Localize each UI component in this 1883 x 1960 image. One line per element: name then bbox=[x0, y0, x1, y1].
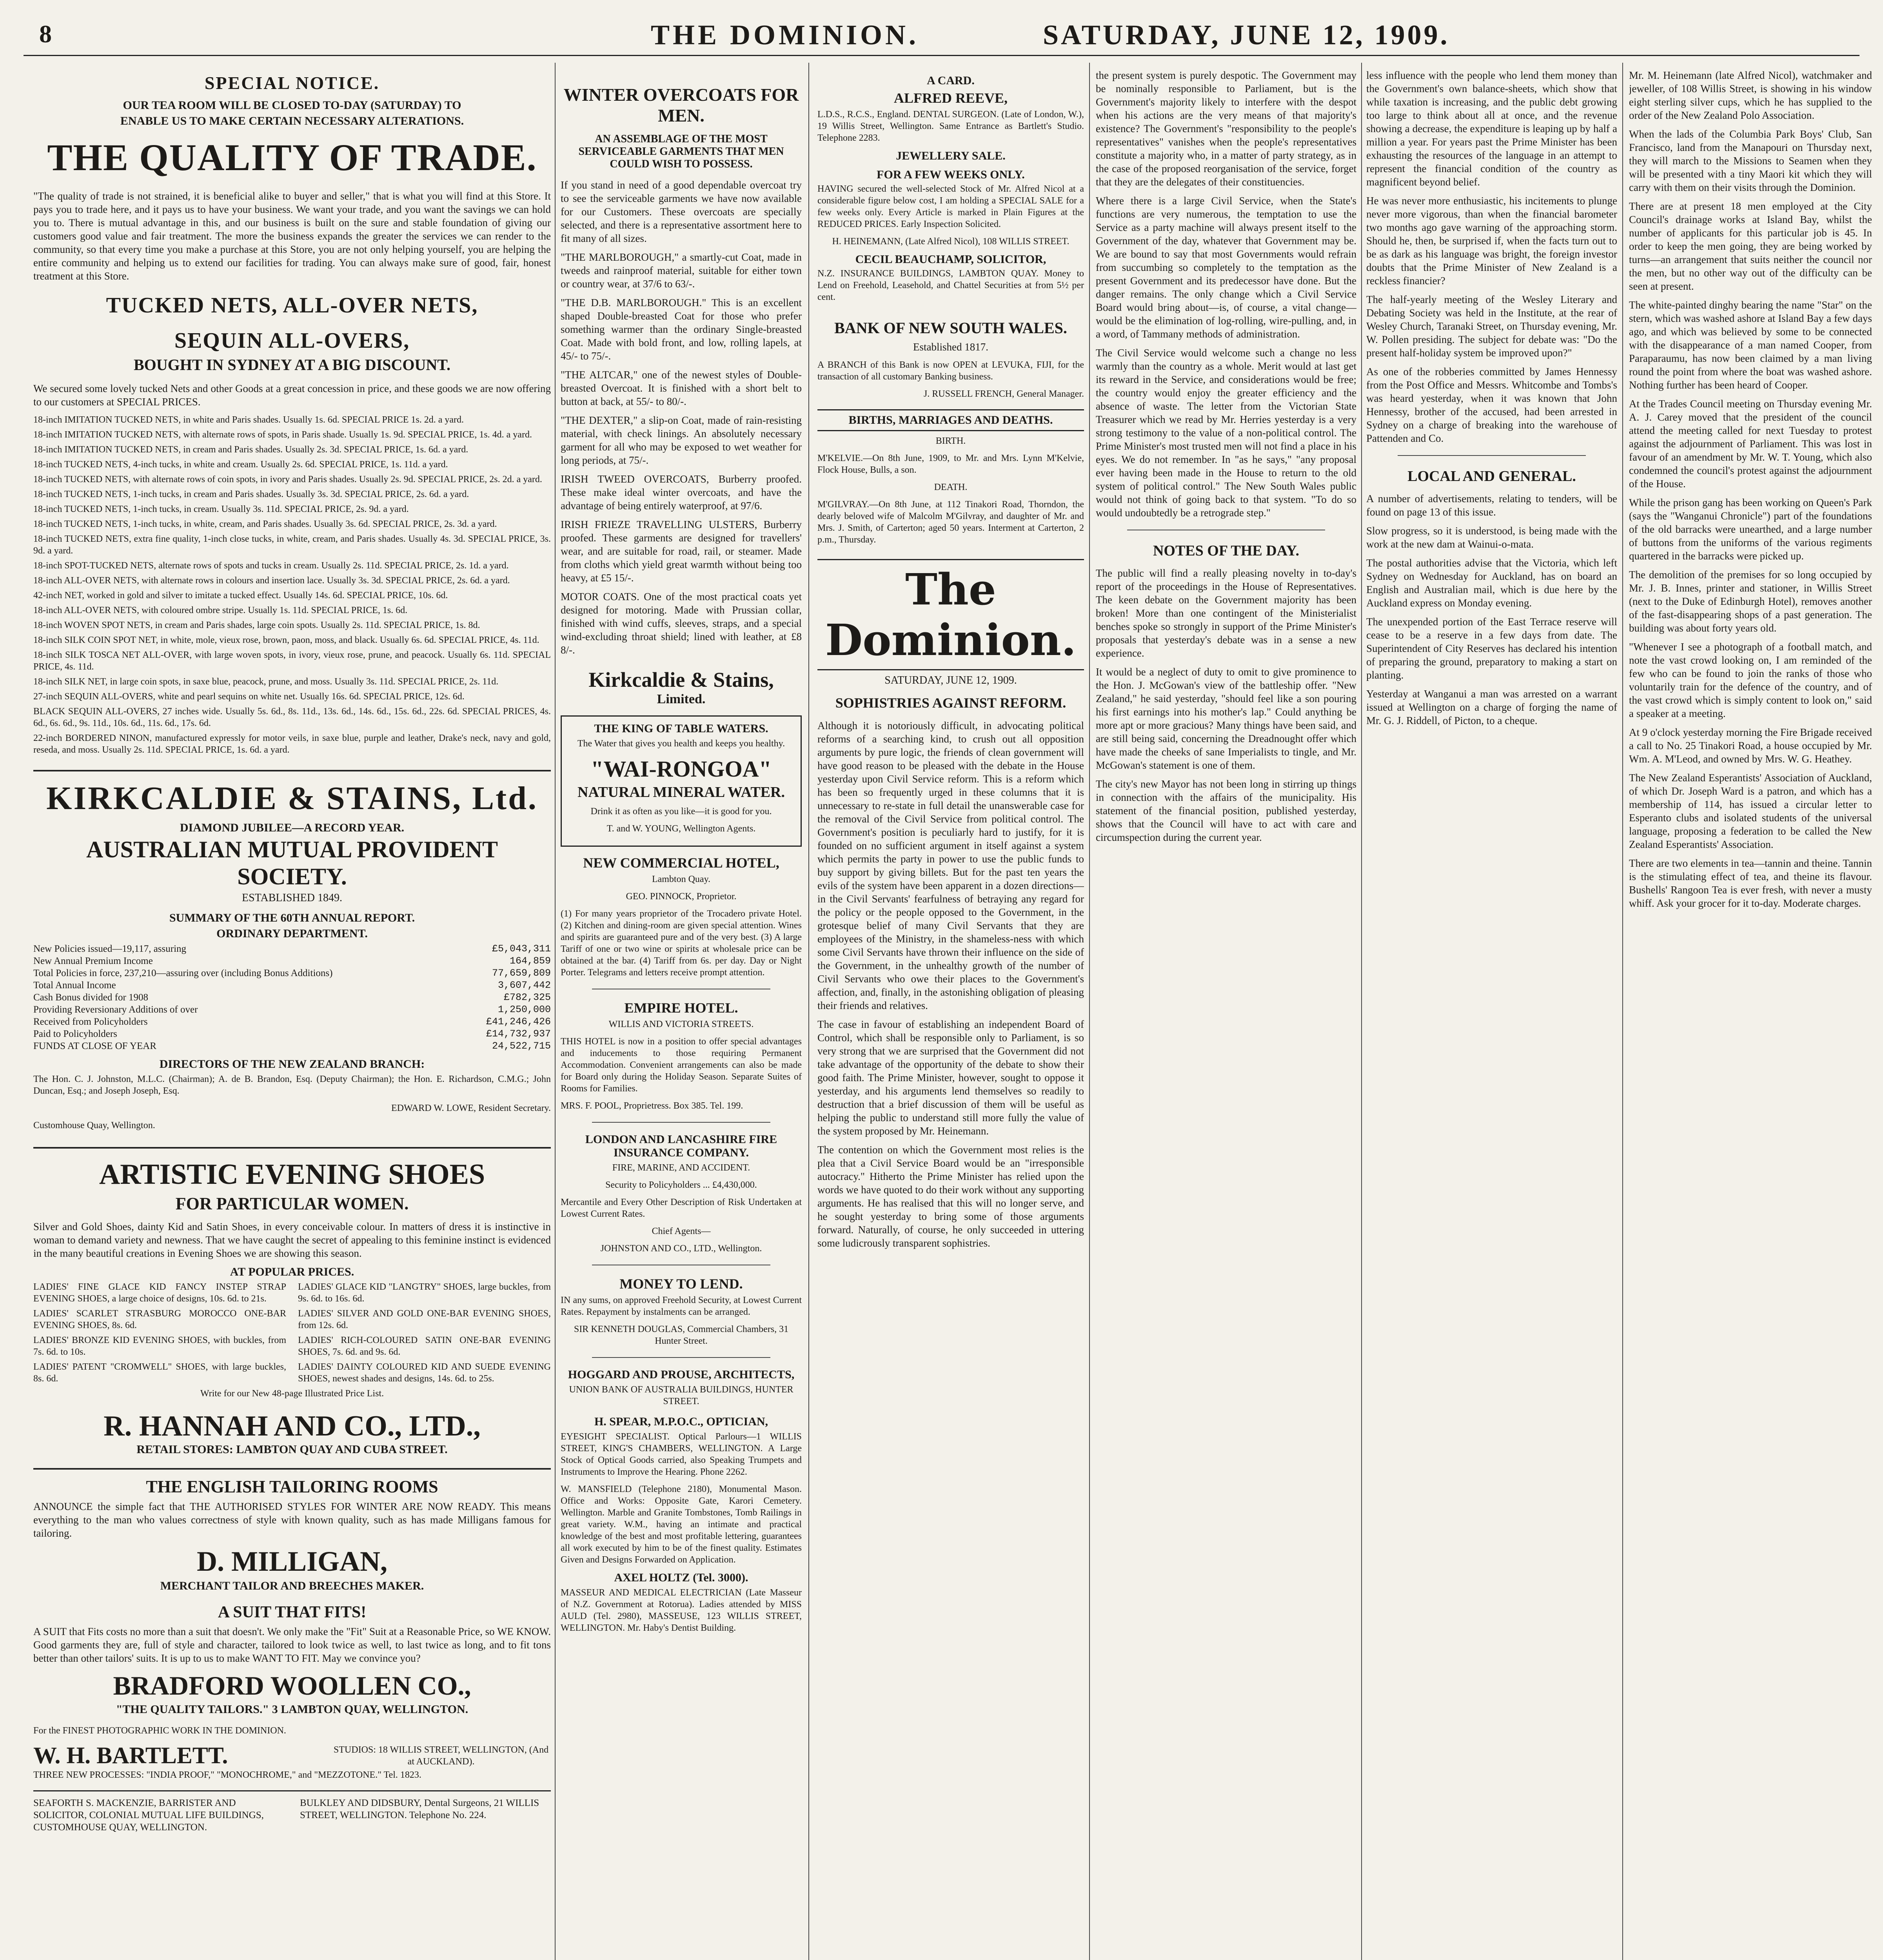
wai-agents: T. and W. YOUNG, Wellington Agents. bbox=[606, 824, 756, 834]
london-text: Mercantile and Every Other Description of Risk Undertaken at Lowest Current Rates. bbox=[561, 1197, 802, 1219]
page-number: 8 bbox=[39, 20, 52, 48]
death-label: DEATH. bbox=[934, 482, 968, 492]
dominion-nameplate: The Dominion. bbox=[817, 559, 1084, 670]
shoe-item: LADIES' PATENT "CROMWELL" SHOES, with large buckles, 8s. 6d. bbox=[33, 1362, 286, 1384]
editorial-paragraph: The Civil Service would welcome such a change no less warmly than the country as a whole. Merit would at last get its reward in the Service, and considerations would be free; the country would enjoy the greater efficiency and the absence of waste. The letter from the Victorian State Treasurer which we read by Mr. Herries yesterday is a very strong testimony to the value of a non-political control. The Prime Minister's most trusted men will not find a place in his eyes. We do not remember. In "as he says," "any proposal ever having been made in the House to return to the old system of political control." The New South Wales public would not think of going back to that system. "To do so would undoubtedly be a retrograde step." bbox=[1096, 347, 1356, 519]
nets-item: 18-inch TUCKED NETS, 4-inch tucks, in white and cream. Usually 2s. 6d. SPECIAL PRICE, 1s. 11d. a yard. bbox=[33, 459, 448, 470]
kirkcaldie-limited: Limited. bbox=[657, 692, 706, 706]
local-paragraph: The unexpended portion of the East Terrace reserve will cease to be a reserve in a few days from date. The Superintendent of City Reserves has declared his intention of preparing the ground, preparatory to making a start on planting. bbox=[1366, 616, 1617, 681]
jewellery-subtitle: FOR A FEW WEEKS ONLY. bbox=[877, 168, 1025, 181]
nets-list bbox=[33, 414, 551, 756]
amp-tagline: DIAMOND JUBILEE—A RECORD YEAR. bbox=[180, 821, 405, 834]
shoe-item: LADIES' SCARLET STRASBURG MOROCCO ONE-BAR EVENING SHOES, 8s. 6d. bbox=[33, 1308, 286, 1330]
local-paragraph: While the prison gang has been working on Queen's Park (says the "Wanganui Chronicle") part of the foundations of the old barracks were unearthed, and a large number of buttons from the uniforms of the various regiments quartered in the barracks were picked up. bbox=[1629, 497, 1872, 562]
birth-label: BIRTH. bbox=[935, 436, 966, 446]
amp-established: ESTABLISHED 1849. bbox=[242, 892, 342, 904]
bank-established: Established 1817. bbox=[913, 341, 988, 353]
hannah-subtitle: RETAIL STORES: LAMBTON QUAY AND CUBA STREET. bbox=[136, 1443, 448, 1456]
amp-stat-row bbox=[33, 1028, 551, 1040]
overcoat-item: "THE MARLBOROUGH," a smartly-cut Coat, made in tweeds and rainproof material, suitable for either town or country wear, at 37/6 to 63/-. bbox=[561, 251, 802, 290]
stat-label: New Policies issued—19,117, assuring bbox=[33, 944, 187, 954]
empire-proprietor: MRS. F. POOL, Proprietress. Box 385. Tel. 199. bbox=[561, 1101, 743, 1111]
shoe-item: LADIES' SILVER AND GOLD ONE-BAR EVENING SHOES, from 12s. 6d. bbox=[298, 1308, 551, 1330]
money-agent: SIR KENNETH DOUGLAS, Commercial Chambers, 31 Hunter Street. bbox=[574, 1324, 789, 1346]
overcoat-item: "THE D.B. MARLBOROUGH." This is an excellent shaped Double-breasted Coat for those who prefer something warmer than the ordinary Single-breasted Coat. Made with bold front, and low, rolling lapels, at 45/- to 75/-. bbox=[561, 297, 802, 362]
quality-of-trade-title: THE QUALITY OF TRADE. bbox=[47, 136, 537, 178]
kirkcaldie-name: Kirkcaldie & Stains, bbox=[588, 668, 774, 691]
nets-item: 18-inch TUCKED NETS, extra fine quality, 1-inch close tucks, in white, cream, and Paris shades. Usually 4s. 3d. SPECIAL PRICE, 3s. 9d. a yard. bbox=[33, 534, 551, 556]
editorial-title: SOPHISTRIES AGAINST REFORM. bbox=[835, 695, 1066, 711]
nets-item: 42-inch NET, worked in gold and silver to imitate a tucked effect. Usually 14s. 6d. SPECIAL PRICE, 10s. 6d. bbox=[33, 590, 448, 601]
column-rule bbox=[1089, 63, 1090, 1960]
divider bbox=[592, 1357, 770, 1358]
local-and-general-title: LOCAL AND GENERAL. bbox=[1407, 468, 1576, 485]
nets-item: 18-inch TUCKED NETS, 1-inch tucks, in cream and Paris shades. Usually 3s. 3d. SPECIAL PRICE, 2s. 6d. a yard. bbox=[33, 489, 469, 499]
overcoat-item: MOTOR COATS. One of the most practical coats yet designed for motoring. Made with Prussian collar, finished with wind cuffs, sleeves, straps, and a special wind-excluding throat shield; lined with leather, at £8 8/-. bbox=[561, 591, 802, 656]
stat-label: Received from Policyholders bbox=[33, 1016, 148, 1027]
london-subtitle: FIRE, MARINE, AND ACCIDENT. bbox=[612, 1163, 750, 1173]
commercial-hotel-title: NEW COMMERCIAL HOTEL, bbox=[583, 855, 779, 871]
hotel-proprietor: GEO. PINNOCK, Proprietor. bbox=[626, 891, 737, 902]
suit-text: A SUIT that Fits costs no more than a suit that doesn't. We only make the "Fit" Suit at a Reasonable Price, so WE KNOW. Good garments they are, full of style and character, tailored to look twice as well, to last twice as long, and to fit tons better than other tailors' suits. It is up to us to make WANT TO FIT. May we convince you? bbox=[33, 1626, 551, 1664]
shoes-list-right bbox=[298, 1281, 551, 1388]
advert-column-left bbox=[33, 69, 551, 1960]
column-rule bbox=[555, 63, 556, 1960]
amp-office: Customhouse Quay, Wellington. bbox=[33, 1120, 155, 1131]
nets-item: 18-inch ALL-OVER NETS, with coloured ombre stripe. Usually 1s. 11d. SPECIAL PRICE, 1s. 6d. bbox=[33, 605, 408, 615]
nets-item: 22-inch BORDERED NINON, manufactured expressly for motor veils, in saxe blue, purple and leather, Drake's neck, navy and gold, reseda, and moss. Usually 2s. 11d. SPECIAL PRICE, 1s. 6d. a yard. bbox=[33, 733, 551, 755]
stat-value: £14,732,937 bbox=[486, 1028, 551, 1040]
special-notice-title: SPECIAL NOTICE. bbox=[204, 73, 380, 93]
amp-department: ORDINARY DEPARTMENT. bbox=[216, 927, 368, 940]
nets-item: 18-inch TUCKED NETS, with alternate rows of coin spots, in ivory and Paris shades. Usually 2s. 9d. SPECIAL PRICE, 2s. 2d. a yard. bbox=[33, 474, 542, 485]
amp-stat-row bbox=[33, 967, 551, 979]
divider bbox=[1398, 455, 1586, 456]
editorial-dateline: SATURDAY, JUNE 12, 1909. bbox=[884, 674, 1017, 686]
bartlett-row bbox=[33, 1742, 551, 1769]
bartlett-intro: For the FINEST PHOTOGRAPHIC WORK IN THE DOMINION. bbox=[33, 1726, 286, 1736]
news-column-5 bbox=[1366, 69, 1617, 1960]
nets-item: 18-inch IMITATION TUCKED NETS, in cream and Paris shades. Usually 2s. 3d. SPECIAL PRICE, 1s. 6d. a yard. bbox=[33, 445, 468, 455]
shoe-item: LADIES' DAINTY COLOURED KID AND SUEDE EVENING SHOES, newest shades and designs, 14s. 6d. to 25s. bbox=[298, 1362, 551, 1384]
amp-stat-row bbox=[33, 991, 551, 1004]
money-to-lend-title: MONEY TO LEND. bbox=[619, 1276, 743, 1292]
empire-hotel-title: EMPIRE HOTEL. bbox=[624, 1000, 738, 1016]
wai-rongoa-name: "WAI-RONGOA" bbox=[591, 756, 772, 782]
jewellery-title: JEWELLERY SALE. bbox=[896, 149, 1006, 162]
amp-summary: SUMMARY OF THE 60TH ANNUAL REPORT. bbox=[169, 911, 415, 924]
stat-label: Cash Bonus divided for 1908 bbox=[33, 992, 149, 1003]
hannah-title: R. HANNAH AND CO., LTD., bbox=[104, 1410, 481, 1442]
amp-stat-row bbox=[33, 1004, 551, 1016]
tailoring-text: ANNOUNCE the simple fact that THE AUTHORISED STYLES FOR WINTER ARE NOW READY. This means everything to the man who values correctness of style with known quality, such as has made Milligans famous for tailoring. bbox=[33, 1501, 551, 1539]
shoes-text: Silver and Gold Shoes, dainty Kid and Satin Shoes, in every conceivable colour. In matters of dress it is instinctive in woman to demand variety and newness. That we have caught the secret of appealing to this feminine instinct is evidenced in the many beautiful creations in Evening Shoes we are showing this season. bbox=[33, 1221, 551, 1259]
suit-title: A SUIT THAT FITS! bbox=[218, 1603, 367, 1621]
spear-text: EYESIGHT SPECIALIST. Optical Parlours—1 WILLIS STREET, KING'S CHAMBERS, WELLINGTON. A Large Stock of Optical Goods carried, also Speaking Trumpets and Instruments to Improve the Hearing. Phone 2262. bbox=[561, 1432, 802, 1477]
column-rule bbox=[1361, 63, 1362, 1960]
amp-directors: The Hon. C. J. Johnston, M.L.C. (Chairman); A. de B. Brandon, Esq. (Deputy Chairman); the Hon. E. Richardson, C.M.G.; John Duncan, Esq.; and Joseph Joseph, Esq. bbox=[33, 1074, 551, 1096]
amp-secretary: EDWARD W. LOWE, Resident Secretary. bbox=[391, 1103, 551, 1113]
notice-line: OUR TEA ROOM WILL BE CLOSED TO-DAY (SATURDAY) TO bbox=[123, 99, 461, 112]
nets-item: 18-inch WOVEN SPOT NETS, in cream and Paris shades, large coin spots. Usually 2s. 11d. SPECIAL PRICE, 1s. 8d. bbox=[33, 620, 480, 630]
bartlett-address: STUDIOS: 18 WILLIS STREET, WELLINGTON, (And at AUCKLAND). bbox=[333, 1744, 549, 1767]
mackenzie-card: SEAFORTH S. MACKENZIE, BARRISTER AND SOLICITOR, COLONIAL MUTUAL LIFE BUILDINGS, CUSTOMHOUSE QUAY, WELLINGTON. bbox=[33, 1798, 264, 1833]
bank-title: BANK OF NEW SOUTH WALES. bbox=[834, 319, 1067, 337]
wai-rongoa-advert bbox=[561, 715, 802, 847]
overcoats-intro: If you stand in need of a good dependable overcoat try to see the serviceable garments we have now available for our Customers. These overcoats are specially selected, and there is a representative assortment here to fit many of all sizes. bbox=[561, 179, 802, 244]
stat-value: £5,043,311 bbox=[492, 943, 551, 955]
local-paragraph: At the Trades Council meeting on Thursday evening Mr. A. J. Carey moved that the president of the council attend the meeting called for next Tuesday to protest against the adjournment of Parliament. This was lost in favour of an amendment by Mr. W. T. Young, which also condemned the council's protest against the adjournment of the House. bbox=[1629, 398, 1872, 490]
editorial-paragraph: The contention on which the Government most relies is the plea that a Civil Service Board would be an "irresponsible autocracy." Hitherto the Prime Minister has relied upon the words we have quoted to do their work without any supporting arguments. He has realised that this will no longer serve, and he sought yesterday to bring some of those arguments forward. Naturally, of course, he only succeeded in uttering some ludicrously transparent sophistries. bbox=[817, 1144, 1084, 1249]
nets-title-2: SEQUIN ALL-OVERS, bbox=[174, 328, 410, 353]
wai-tagline: THE KING OF TABLE WATERS. bbox=[594, 722, 768, 735]
notice-line: ENABLE US TO MAKE CERTAIN NECESSARY ALTERATIONS. bbox=[120, 114, 464, 127]
local-paragraph: "Whenever I see a photograph of a football match, and note the vast crowd looking on, I am reminded of the few who can be found to join the ranks of those who voluntarily train for the defence of the country, and of the vast crowd which is simply content to look on," said a speaker at a meeting. bbox=[1629, 641, 1872, 719]
notes-paragraph: As one of the robberies committed by James Hennessy from the Post Office and Messrs. Whitcombe and Tombs's was heard yesterday, when it was known that John Hennessy, brother of the accused, had been arrested in Sydney on a charge of breaking into the warehouse of Pattenden and Co. bbox=[1366, 366, 1617, 444]
bank-text: A BRANCH of this Bank is now OPEN at LEVUKA, FIJI, for the transaction of all customary Banking business. bbox=[817, 360, 1084, 382]
overcoats-caption: AN ASSEMBLAGE OF THE MOST SERVICEABLE GARMENTS THAT MEN COULD WISH TO POSSESS. bbox=[578, 133, 784, 170]
stat-label: Total Policies in force, 237,210—assuring over (including Bonus Additions) bbox=[33, 968, 333, 978]
nets-item: 18-inch SPOT-TUCKED NETS, alternate rows of spots and tucks in cream. Usually 2s. 11d. SPECIAL PRICE, 2s. 1d. a yard. bbox=[33, 561, 509, 571]
shoes-list bbox=[33, 1281, 551, 1388]
overcoat-item: "THE ALTCAR," one of the newest styles of Double-breasted Overcoat. It is finished with a short belt to button at back, at 55/- to 80/-. bbox=[561, 369, 802, 407]
evening-shoes-subtitle: FOR PARTICULAR WOMEN. bbox=[175, 1194, 409, 1213]
stat-label: Paid to Policyholders bbox=[33, 1029, 117, 1039]
jewellery-name: H. HEINEMANN, (Late Alfred Nicol), 108 WILLIS STREET. bbox=[832, 236, 1070, 247]
amp-title: AUSTRALIAN MUTUAL PROVIDENT SOCIETY. bbox=[86, 837, 498, 889]
stat-value: 77,659,809 bbox=[492, 967, 551, 979]
editorial-paragraph: The case in favour of establishing an independent Board of Control, which shall be responsible only to Parliament, is so very strong that we are surprised that the Government did not take advantage of the opportunity of the debate to show their good faith. The Prime Minister, however, sought to oppose it yesterday, and his arguments lend themselves so readily to destruction that a brief discussion of them will be useful as helping the public to understand still more fully the value of the system proposed by Mr. Heinemann. bbox=[817, 1018, 1084, 1137]
wai-rongoa-subtitle: NATURAL MINERAL WATER. bbox=[577, 784, 785, 800]
local-paragraph: Yesterday at Wanganui a man was arrested on a warrant issued at Wellington on a charge of forging the name of Mr. G. J. Riddell, of Picton, to a cheque. bbox=[1366, 688, 1617, 726]
bmd-title: BIRTHS, MARRIAGES AND DEATHS. bbox=[817, 409, 1084, 431]
money-text: IN any sums, on approved Freehold Security, at Lowest Current Rates. Repayment by instalments can be arranged. bbox=[561, 1295, 802, 1317]
editorial-paragraph: Where there is a large Civil Service, when the State's functions are very numerous, the temptation to use the Service as a party machine will always present itself to the Government of the day, whatever that Government may be. We are bound to say that most Governments would refrain from succumbing so completely to the temptation as the present Government and its predecessor have done. But the danger remains. The only change which a Civil Service Board would bring about—is, of course, a vital change—would be the elimination of log-rolling, wire-pulling, and, in a word, of Tammany methods of administration. bbox=[1096, 195, 1356, 340]
nets-item: BLACK SEQUIN ALL-OVERS, 27 inches wide. Usually 5s. 6d., 8s. 11d., 13s. 6d., 14s. 6d., 15s. 6d., 22s. 6d. SPECIAL PRICES, 4s. 6d., 6s. 6d., 9s. 11d., 10s. 6d., 11s. 6d., 17s. 6d. bbox=[33, 706, 551, 728]
nets-item: 18-inch IMITATION TUCKED NETS, with alternate rows of spots, in Paris shade. Usually 1s. 9d. SPECIAL PRICE, 1s. 4d. a yard. bbox=[33, 430, 532, 440]
local-paragraph: When the lads of the Columbia Park Boys' Club, San Francisco, land from the Manapouri on Thursday next, they will march to the Missions to Seamen when they will be presented with a tiny Maori kit which they will carry with them on their visits through the Dominion. bbox=[1629, 128, 1872, 193]
editorial-paragraph: the present system is purely despotic. The Government may be nominally responsible to Parliament, but is the Government's majority likely to interfere with the despot when his actions are the very means of that majority's existence? The Government's "responsibility to the people's representatives" vanishes when the people's representatives constitute a majority who, in a matter of party strategy, as in the case of the proposed reorganisation of the service, forget that they are the delegates of their constituencies. bbox=[1096, 69, 1356, 188]
milligan-subtitle: MERCHANT TAILOR AND BREECHES MAKER. bbox=[160, 1579, 424, 1592]
local-paragraph: Mr. M. Heinemann (late Alfred Nicol), watchmaker and jeweller, of 108 Willis Street, is showing in his window eight sterling silver cups, which he has supplied to the order of the New Zealand Polo Association. bbox=[1629, 69, 1872, 121]
local-paragraph: The postal authorities advise that the Victoria, which left Sydney on Wednesday for Auckland, has on board an English and Australian mail, which is due here by the Auckland express on Monday evening. bbox=[1366, 557, 1617, 609]
amp-stat-row bbox=[33, 955, 551, 967]
stat-value: £782,325 bbox=[503, 992, 551, 1003]
london-agents: JOHNSTON AND CO., LTD., Wellington. bbox=[600, 1243, 762, 1254]
stat-value: 164,859 bbox=[509, 955, 551, 967]
local-paragraph: The white-painted dinghy bearing the name "Star" on the stern, which was washed ashore at Island Bay a few days ago, and which was believed by some to be connected with the disappearance of a man named Cooper, from Paraparaumu, has now been claimed by a man living round the point from where the boat was washed ashore. Nothing further has been heard of Cooper. bbox=[1629, 299, 1872, 391]
nets-intro: We secured some lovely tucked Nets and other Goods at a great concession in price, and these goods we are now offering to our customers at SPECIAL PRICES. bbox=[33, 383, 551, 408]
overcoats-title: WINTER OVERCOATS FOR MEN. bbox=[563, 85, 799, 125]
bartlett-processes: THREE NEW PROCESSES: "INDIA PROOF," "MONOCHROME," and "MEZZOTONE." Tel. 1823. bbox=[33, 1770, 421, 1780]
masthead bbox=[24, 12, 1859, 56]
stat-label: Providing Reversionary Additions of over bbox=[33, 1004, 198, 1015]
nets-item: 18-inch ALL-OVER NETS, with alternate rows in colours and insertion lace. Usually 3s. 3d. SPECIAL PRICE, 2s. 6d. a yard. bbox=[33, 575, 510, 586]
local-paragraph: Slow progress, so it is understood, is being made with the work at the new dam at Wainui-o-mata. bbox=[1366, 525, 1617, 550]
advert-column-2 bbox=[561, 69, 802, 1960]
reeve-name: ALFRED REEVE, bbox=[893, 90, 1008, 106]
beauchamp-text: N.Z. INSURANCE BUILDINGS, LAMBTON QUAY. Money to Lend on Freehold, Leasehold, and Chattel Securities at from 5½ per cent. bbox=[817, 269, 1084, 302]
shoes-list-left bbox=[33, 1281, 286, 1388]
amp-stats bbox=[33, 943, 551, 1052]
nets-item: 18-inch IMITATION TUCKED NETS, in white and Paris shades. Usually 1s. 6d. SPECIAL PRICE 1s. 2d. a yard. bbox=[33, 415, 464, 425]
stat-label: New Annual Premium Income bbox=[33, 956, 153, 966]
london-lancashire-title: LONDON AND LANCASHIRE FIRE INSURANCE COMPANY. bbox=[585, 1133, 777, 1159]
bartlett-advert bbox=[33, 1725, 551, 1781]
card-label: A CARD. bbox=[927, 74, 975, 87]
news-column-6 bbox=[1629, 69, 1872, 1960]
empire-text: THIS HOTEL is now in a position to offer special advantages and inducements to those requiring Permanent Accommodation. Convenient arrangements can also be made for Board only during the Holiday Season. Separate Suites of Rooms for Families. bbox=[561, 1036, 802, 1094]
notes-paragraph: He was never more enthusiastic, his incitements to plunge never more vigorous, than when the financial barometer two months ago gave warning of the approaching storm. Should he, then, be surprised if, when the facts turn out to be as dark as his language was bright, the foreign investor doubts that the Prime Minister of New Zealand is a reckless financier? bbox=[1366, 195, 1617, 287]
wai-text-2: Drink it as often as you like—it is good for you. bbox=[590, 806, 772, 817]
milligan-name: D. MILLIGAN, bbox=[196, 1546, 388, 1577]
local-paragraph: There are at present 18 men employed at the City Council's drainage works at Island Bay, whilst the number of applicants for this particular job is 45. In order to keep the men going, they are being worked by turns—an arrangement that suits neither the council nor the men, but no other way out of the difficulty can be seen at present. bbox=[1629, 200, 1872, 292]
local-paragraph: The demolition of the premises for so long occupied by Mr. J. B. Innes, printer and stationer, in Willis Street (next to the Duke of Edinburgh Hotel), removes another of the fast-disappearing shops of a past generation. The building was about forty years old. bbox=[1629, 569, 1872, 634]
shoe-item: LADIES' GLACE KID "LANGTRY" SHOES, large buckles, from 9s. 6d. to 16s. 6d. bbox=[298, 1282, 551, 1304]
amp-stat-row bbox=[33, 979, 551, 991]
amp-directors-title: DIRECTORS OF THE NEW ZEALAND BRANCH: bbox=[159, 1058, 425, 1071]
bulkley-card: BULKLEY AND DIDSBURY, Dental Surgeons, 21 WILLIS STREET, WELLINGTON. Telephone No. 224. bbox=[300, 1798, 539, 1820]
shoe-item: LADIES' RICH-COLOURED SATIN ONE-BAR EVENING SHOES, 7s. 6d. and 9s. 6d. bbox=[298, 1335, 551, 1357]
stat-label: FUNDS AT CLOSE OF YEAR bbox=[33, 1041, 156, 1051]
shoes-footer: Write for our New 48-page Illustrated Price List. bbox=[200, 1388, 384, 1399]
jewellery-text: HAVING secured the well-selected Stock of Mr. Alfred Nicol at a considerable figure below cost, I am holding a SPECIAL SALE for a few weeks only. Every Article is marked in Plain Figures at the REDUCED PRICES. Early Inspection Solicited. bbox=[817, 184, 1084, 229]
nets-item: 27-inch SEQUIN ALL-OVERS, white and pearl sequins on white net. Usually 16s. 6d. SPECIAL PRICE, 12s. 6d. bbox=[33, 691, 465, 702]
shoe-item: LADIES' FINE GLACE KID FANCY INSTEP STRAP EVENING SHOES, a large choice of designs, 10s. 6d. to 21s. bbox=[33, 1282, 286, 1304]
kirkcaldie-stains-title: KIRKCALDIE & STAINS, Ltd. bbox=[33, 770, 551, 817]
editorial-paragraph: Although it is notoriously difficult, in advocating political reforms of a searching kind, to crush out all opposition arguments by pure logic, the friends of clean government will have good reason to be pleased with the debate in the House yesterday upon Civil Service reform. This is a reform which has been so frequently urged in these columns that it is unnecessary to re-state in full detail the unanswerable case for the removal of the Civil Service from political control. The Government's position is peculiarly hard to justify, for it is founded on no sufficient argument in itself against a system which permits the party in power to use the public funds to buy support by giving billets. But for the past ten years the evils of the system have been apparent in a dozen directions—in the Civil Servants' fearfulness of betraying any regard for the policy or the people opposed to the Government, in the grotesque belief of many Civil Servants that they are employees of the Ministry, in the shameless-ness with which some Civil Servants have thrown their influence on the side of the Government, in the unhealthy growth of the number of Civil Servants who owe their places to the Government's affection, and, finally, in the astonishing obligation of pleasing their friends and relatives. bbox=[817, 720, 1084, 1011]
bank-manager: J. RUSSELL FRENCH, General Manager. bbox=[923, 389, 1084, 399]
advert-editorial-column bbox=[817, 69, 1084, 1960]
editorial-column-4 bbox=[1096, 69, 1356, 1960]
nets-title: TUCKED NETS, ALL-OVER NETS, bbox=[106, 293, 478, 318]
holtz-title: AXEL HOLTZ (Tel. 3000). bbox=[614, 1571, 748, 1584]
london-security: Security to Policyholders ... £4,430,000. bbox=[605, 1180, 757, 1190]
notes-paragraph: The city's new Mayor has not been long in stirring up things in connection with the affairs of the municipality. His statement of the financial position, published yesterday, shows that the Council will have to act with care and circumspection during the current year. bbox=[1096, 778, 1356, 843]
mansfield-text: W. MANSFIELD (Telephone 2180), Monumental Mason. Office and Works: Opposite Gate, Karori Cemetery. Wellington. Marble and Granite Tombstones, Tomb Railings in great variety. W.M., having an intimate and practical knowledge of the best and most profitable lettering, guarantees all work executed by him to be of the finest quality. Estimates Given and Designs Forwarded on Application. bbox=[561, 1484, 802, 1565]
notes-paragraph: It would be a neglect of duty to omit to give prominence to the Hon. J. McGowan's view of the battleship offer. "New Zealand," he said yesterday, "should feel like a son pouring his first earnings into his mother's lap." Could anything be more apt or more gracious? Many things have been said, and are still being said, concerning the Dreadnought offer which have made the cheeks of sane Imperialists to tingle, and Mr. McGowan's statement is one of them. bbox=[1096, 666, 1356, 771]
hoggard-text: UNION BANK OF AUSTRALIA BUILDINGS, HUNTER STREET. bbox=[569, 1385, 794, 1406]
shoe-item: LADIES' BRONZE KID EVENING SHOES, with buckles, from 7s. 6d. to 10s. bbox=[33, 1335, 286, 1357]
notes-paragraph: less influence with the people who lend them money than the Government's own balance-sheets, which show that while taxation is increasing, and the public debt growing too large to think about all at once, and the revenue showing a decrease, the expenditure is leaping up by half a million a year. For years past the Prime Minister has been exhausting the resources of the language in an attempt to represent the financial condition of the country as magnificent beyond belief. bbox=[1366, 69, 1617, 188]
local-paragraph: At 9 o'clock yesterday morning the Fire Brigade received a call to No. 25 Tinakori Road, a house occupied by Mr. Wm. A. M'Leod, and owned by Mrs. W. G. Heathey. bbox=[1629, 726, 1872, 765]
tailoring-title: THE ENGLISH TAILORING ROOMS bbox=[33, 1468, 551, 1497]
overcoat-item: "THE DEXTER," a slip-on Coat, made of rain-resisting material, with check linings. An absolutely necessary garment for all who may be exposed to wet weather for long periods, at 75/-. bbox=[561, 414, 802, 466]
amp-stat-row bbox=[33, 1016, 551, 1028]
amp-stat-row bbox=[33, 1040, 551, 1052]
amp-stat-row bbox=[33, 943, 551, 955]
wai-text: The Water that gives you health and keeps you healthy. bbox=[577, 739, 785, 749]
paper-title: THE DOMINION. bbox=[651, 19, 919, 51]
stat-value: 24,522,715 bbox=[492, 1040, 551, 1052]
nets-item: 18-inch SILK COIN SPOT NET, in white, mole, vieux rose, brown, paon, moss, and black. Usually 6s. 6d. SPECIAL PRICE, 4s. 11d. bbox=[33, 635, 539, 645]
overcoat-item: IRISH FRIEZE TRAVELLING ULSTERS, Burberry proofed. These garments are designed for travellers' wear, and are suitable for road, rail, or steamer. Made from cloths which yield great warmth without being too heavy, at £5 15/-. bbox=[561, 519, 802, 584]
empire-subtitle: WILLIS AND VICTORIA STREETS. bbox=[608, 1019, 754, 1029]
stat-value: £41,246,426 bbox=[486, 1016, 551, 1027]
column-rule bbox=[1622, 63, 1623, 1960]
notes-paragraph: The half-yearly meeting of the Wesley Literary and Debating Society was held in the Institute, at the rear of Wesley Church, Taranaki Street, on Thursday evening, Mr. W. Pollen presiding. The subject for debate was: "Do the present half-holiday system be improved upon?" bbox=[1366, 294, 1617, 359]
notes-paragraph: The public will find a really pleasing novelty in to-day's report of the proceedings in the House of Representatives. The keen debate on the Government majority has been broken! More than one contingent of the Ministerialist benches spoke so strongly in support of the Prime Minister's proposals that yesterday's debate was in a sense a new experience. bbox=[1096, 567, 1356, 659]
stat-label: Total Annual Income bbox=[33, 980, 116, 991]
nets-item: 18-inch SILK TOSCA NET ALL-OVER, with large woven spots, in ivory, vieux rose, prune, and peacock. Usually 6s. 11d. SPECIAL PRICE, 4s. 11d. bbox=[33, 650, 551, 672]
issue-date: SATURDAY, JUNE 12, 1909. bbox=[1043, 19, 1450, 51]
london-agents-label: Chief Agents— bbox=[652, 1226, 711, 1236]
hotel-text: (1) For many years proprietor of the Trocadero private Hotel. (2) Kitchen and dining-room are given special attention. Wines and spirits are guaranteed pure and of the very best. (3) A large Tariff of one or two wine or spirits at wholesale price can be obtained at the bar. (4) Tariff from 6s. per day. Day or Night Porter. Telegrams and letters receive prompt attention. bbox=[561, 909, 802, 978]
local-paragraph: There are two elements in tea—tannin and theine. Tannin is the stimulating effect of tea, and theine its flavour. Bushells' Rangoon Tea is ever fresh, with never a musty whiff. Ask your grocer for it to-day. Moderate charges. bbox=[1629, 857, 1872, 909]
notes-of-the-day-title: NOTES OF THE DAY. bbox=[1153, 543, 1300, 559]
reeve-card: L.D.S., R.C.S., England. DENTAL SURGEON. (Late of London, W.), 19 Willis Street, Wellington. Same Entrance as Bartlett's Studio. Telephone 2283. bbox=[817, 109, 1084, 143]
professional-cards bbox=[33, 1790, 551, 1833]
divider bbox=[592, 1122, 770, 1123]
nets-item: 18-inch TUCKED NETS, 1-inch tucks, in cream. Usually 3s. 11d. SPECIAL PRICE, 2s. 9d. a yard. bbox=[33, 504, 409, 514]
nets-subtitle: BOUGHT IN SYDNEY AT A BIG DISCOUNT. bbox=[134, 356, 450, 374]
death-text: M'GILVRAY.—On 8th June, at 112 Tinakori Road, Thorndon, the dearly beloved wife of Malcolm M'Gilvray, and daughter of Mr. and Mrs. J. Smith, of Carterton; aged 50 years. Interment at Carterton, 2 p.m., Thursday. bbox=[817, 499, 1084, 545]
spear-title: H. SPEAR, M.P.O.C., OPTICIAN, bbox=[594, 1415, 768, 1428]
shoes-prices-title: AT POPULAR PRICES. bbox=[230, 1265, 354, 1278]
birth-text: M'KELVIE.—On 8th June, 1909, to Mr. and Mrs. Lynn M'Kelvie, Flock House, Bulls, a son. bbox=[817, 453, 1084, 475]
bartlett-name: W. H. BARTLETT. bbox=[33, 1742, 228, 1768]
beauchamp-title: CECIL BEAUCHAMP, SOLICITOR, bbox=[855, 253, 1046, 266]
bradford-subtitle: "THE QUALITY TAILORS." 3 LAMBTON QUAY, WELLINGTON. bbox=[116, 1703, 468, 1716]
column-rule bbox=[808, 63, 809, 1960]
hotel-location: Lambton Quay. bbox=[652, 874, 711, 884]
stat-value: 1,250,000 bbox=[498, 1004, 551, 1015]
nets-item: 18-inch TUCKED NETS, 1-inch tucks, in white, cream, and Paris shades. Usually 3s. 6d. SPECIAL PRICE, 2s. 3d. a yard. bbox=[33, 519, 497, 529]
bradford-name: BRADFORD WOOLLEN CO., bbox=[113, 1671, 471, 1700]
local-paragraph: The New Zealand Esperantists' Association of Auckland, of which Dr. Joseph Ward is a patron, and which has a membership of 114, has issued a circular letter to Esperanto clubs and isolated students of the universal language, proposing a federation to be called the New Zealand Esperantists' Association. bbox=[1629, 772, 1872, 850]
stat-value: 3,607,442 bbox=[498, 980, 551, 991]
quality-text: "The quality of trade is not strained, it is beneficial alike to buyer and seller," that is what you will find at this Store. It pays you to trade here, and it pays us to have your business. We want your trade, and you want the savings we can hold you to. There is mutual advantage in this, and our business is built on the sure and stable foundation of giving our customers good value and fair treatment. The more the business expands the greater the services we can render to the community, so that every time you make a purchase at this Store, you are not only helping yourself, you are helping the entire community and helping us to extend our facilities for trading. You can always make sure of good, fair, honest treatment at this Store. bbox=[33, 190, 551, 282]
holtz-text: MASSEUR AND MEDICAL ELECTRICIAN (Late Masseur of N.Z. Government at Rotorua). Ladies attended by MISS AULD (Tel. 2980), MASSEUSE, 123 WILLIS STREET, WELLINGTON. Mr. Haby's Dentist Building. bbox=[561, 1588, 802, 1633]
evening-shoes-title: ARTISTIC EVENING SHOES bbox=[33, 1147, 551, 1191]
local-paragraph: A number of advertisements, relating to tenders, will be found on page 13 of this issue. bbox=[1366, 493, 1617, 518]
overcoat-item: IRISH TWEED OVERCOATS, Burberry proofed. These make ideal winter overcoats, and have the advantage of being entirely waterproof, at 97/6. bbox=[561, 473, 802, 512]
hoggard-prouse-title: HOGGARD AND PROUSE, ARCHITECTS, bbox=[568, 1368, 795, 1381]
nets-item: 18-inch SILK NET, in large coin spots, in saxe blue, peacock, prune, and moss. Usually 3s. 11d. SPECIAL PRICE, 2s. 11d. bbox=[33, 677, 499, 687]
